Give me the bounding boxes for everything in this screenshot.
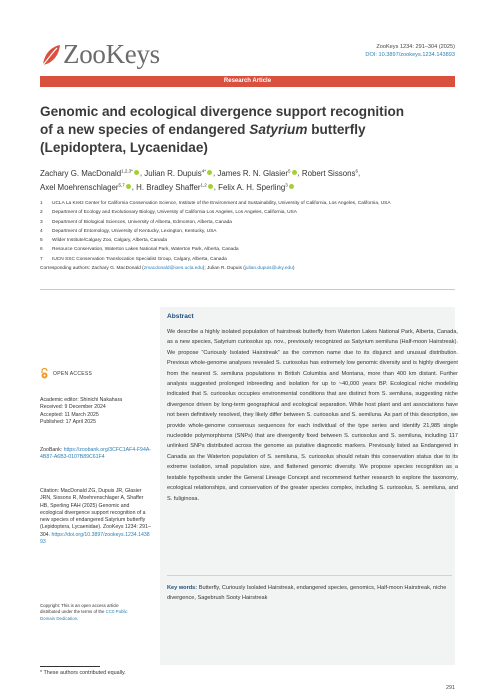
footnote: * These authors contributed equally. [40,670,126,676]
orcid-icon[interactable] [292,170,297,175]
author[interactable]: Robert Sissons$^6$ [301,168,358,178]
published-date: Published: 17 April 2025 [40,418,96,425]
received-date: Received: 9 December 2024 [40,404,106,411]
affiliation: 2 Department of Ecology and Evolutionary Biology, University of California Los Angeles, Los Angeles, California, USA [40,210,297,216]
leaf-icon [40,42,62,68]
orcid-icon[interactable] [134,170,139,175]
journal-reference [365,43,455,59]
affiliation: 3 Department of Biological Sciences, University of Alberta, Edmonton, Alberta, Canada [40,219,232,225]
author-list: Zachary G. MacDonald$^{1,2,3*}$ , Julian R. Dupuis$^{4*}$ , James R. N. Glasier$^5$ , Robert Sissons$^6$, Axel Moehrenschlager$^{5,7}$ , H. Bradley Shaffer$^{1,2}$ , Felix A. H. Sperling$^3$ [40,168,361,192]
open-lock-icon [40,368,49,379]
author[interactable]: Axel Moehrenschlager$^{5,7}$ [40,183,132,192]
affiliation: 7 IUCN SSC Conservation Translocation Specialist Group, Calgary, Alberta, Canada [40,256,227,262]
license-link[interactable]: CC0 Public Domain Dedication [40,609,128,621]
zookeys-logo [40,41,160,68]
article-dates [40,397,152,426]
keywords: Key words: Butterfly, Curiously Isolated Hairstreak, endangered species, genomics, Half-moon Hairstreak, niche divergence, Sagebrush Sooty Hairstreak [167,585,447,602]
email-link[interactable]: zmacdonald@ioes.ucla.edu [143,266,203,272]
affiliation: 6 Resource Conservation, Waterton Lakes National Park, Waterton Park, Alberta, Canada [40,247,239,253]
author[interactable]: Zachary G. MacDonald$^{1,2,3*}$ [40,169,140,178]
author[interactable]: James R. N. Glasier$^5$ [217,169,297,178]
journal-citation: ZooKeys 1234: 291–304 (2025) [376,44,455,50]
affiliation: 1 UCLA La Kretz Center for California Conservation Science, Institute of the Environment and Sustainability, University of California, Los Angeles, California, USA [40,201,391,206]
author[interactable]: Felix A. H. Sperling$^3$ [218,183,295,192]
article-title: Genomic and ecological divergence support recognition of a new species of endangered Satyrium butterfly (Lepidoptera, Lycaenidae) [40,104,405,155]
email-link[interactable]: julian.dupuis@uky.edu [244,266,293,272]
copyright-note: Copyright: This is an open access article distributed under the terms of the CC0 Public Domain Dedication. [40,603,128,621]
page-number: 291 [446,685,455,691]
footnote-divider [40,666,100,667]
article-doi-link[interactable]: DOI: 10.3897/zookeys.1234.143893 [365,52,455,58]
article-type-banner: Research Article [40,76,455,87]
orcid-icon[interactable] [289,184,294,189]
orcid-icon[interactable] [208,184,213,189]
citation-block: Citation: MacDonald ZG, Dupuis JR, Glasier JRN, Sissons R, Moehrenschlager A, Shaffer HB, Sperling FAH (2025) Genomic and ecological divergence support recognition of a new species of endangered Satyrium butterfly (Lepidoptera, Lycaenidae). ZooKeys 1234: 291–304. https://doi.org/10.3897/zookeys.1234.143893 [40,488,151,546]
open-access-badge: OPEN ACCESS [40,368,92,379]
author[interactable]: Julian R. Dupuis$^{4*}$ [144,169,213,178]
orcid-icon[interactable] [207,170,212,175]
keywords-divider [167,575,452,576]
abstract-heading: Abstract [167,313,194,320]
abstract-text: We describe a highly isolated population of hairstreak butterfly from Waterton Lakes National Park, Alberta, Canada, as a new species, Satyrium curiosolus sp. nov., previously recognized as Satyrium semiluna (Half-moon Hairstreak). We propose “Curiously Isolated Hairstreak” as the common name due to its disjunct and unusual distribution. Previous whole-genome analyses revealed S. curiosolus has extremely low genomic diversity and is highly divergent from the nearest S. semiluna populations in British Columbia and Montana, more than 400 km distant. Further analysis suggested prolonged inbreeding and isolation for up to ~40,000 years BP. Ecological niche modeling indicated that S. curiosolus occupies environmental conditions that are distinct from S. semiluna, suggesting niche divergence driven by long-term geographical and ecological separation. While host plant and ant associations have not been definitively resolved, they likely differ between S. curiosolus and S. semiluna. As part of this description, we provide whole-genome consensus sequences for each individual of the type series and identify 21,985 single nucleotide polymorphisms (SNPs) that are divergently fixed between S. curiosolus and S. semiluna, including 117 unlinked SNPs distributed across the genome as putative diagnostic markers. Previously listed as Endangered in Canada as the Waterton population of S. semiluna, S. curiosolus should retain this conservation status due to its extreme isolation, small population size, and flattened genomic diversity. We propose species recognition as a testable hypothesis under the General Lineage Concept and recommend further research to explore the taxonomy, ecological relationships, and conservation of the greater species complex, including S. curiosolus, S. semiluna, and S. fuliginosa. [167,329,458,502]
author[interactable]: H. Bradley Shaffer$^{1,2}$ [136,183,214,192]
orcid-icon[interactable] [126,184,131,189]
zoobank-info: ZooBank: https://zoobank.org/3CFC1AF4-F94A-4B87-A6B3-0107B89C61F4 [40,447,152,461]
affiliation-list [40,199,460,273]
academic-editor: Academic editor: Shinichi Nakahara [40,397,123,403]
citation-doi-link[interactable]: https://doi.org/10.3897/zookeys.1234.143893 [40,531,150,546]
zoobank-link[interactable]: https://zoobank.org/3CFC1AF4-F94A-4B87-A6B3-0107B89C61F4 [40,447,152,461]
corresponding-authors: Corresponding authors: Zachary G. MacDonald (zmacdonald@ioes.ucla.edu); Julian R. Dupuis (julian.dupuis@uky.edu) [40,266,295,272]
affiliation: 4 Department of Entomology, University of Kentucky, Lexington, Kentucky, USA [40,228,217,234]
accepted-date: Accepted: 11 March 2025 [40,411,99,418]
affiliation: 5 Wilder Institute/Calgary Zoo, Calgary, Alberta, Canada [40,238,168,244]
journal-name: ZooKeys [63,39,160,69]
section-divider [40,289,455,290]
